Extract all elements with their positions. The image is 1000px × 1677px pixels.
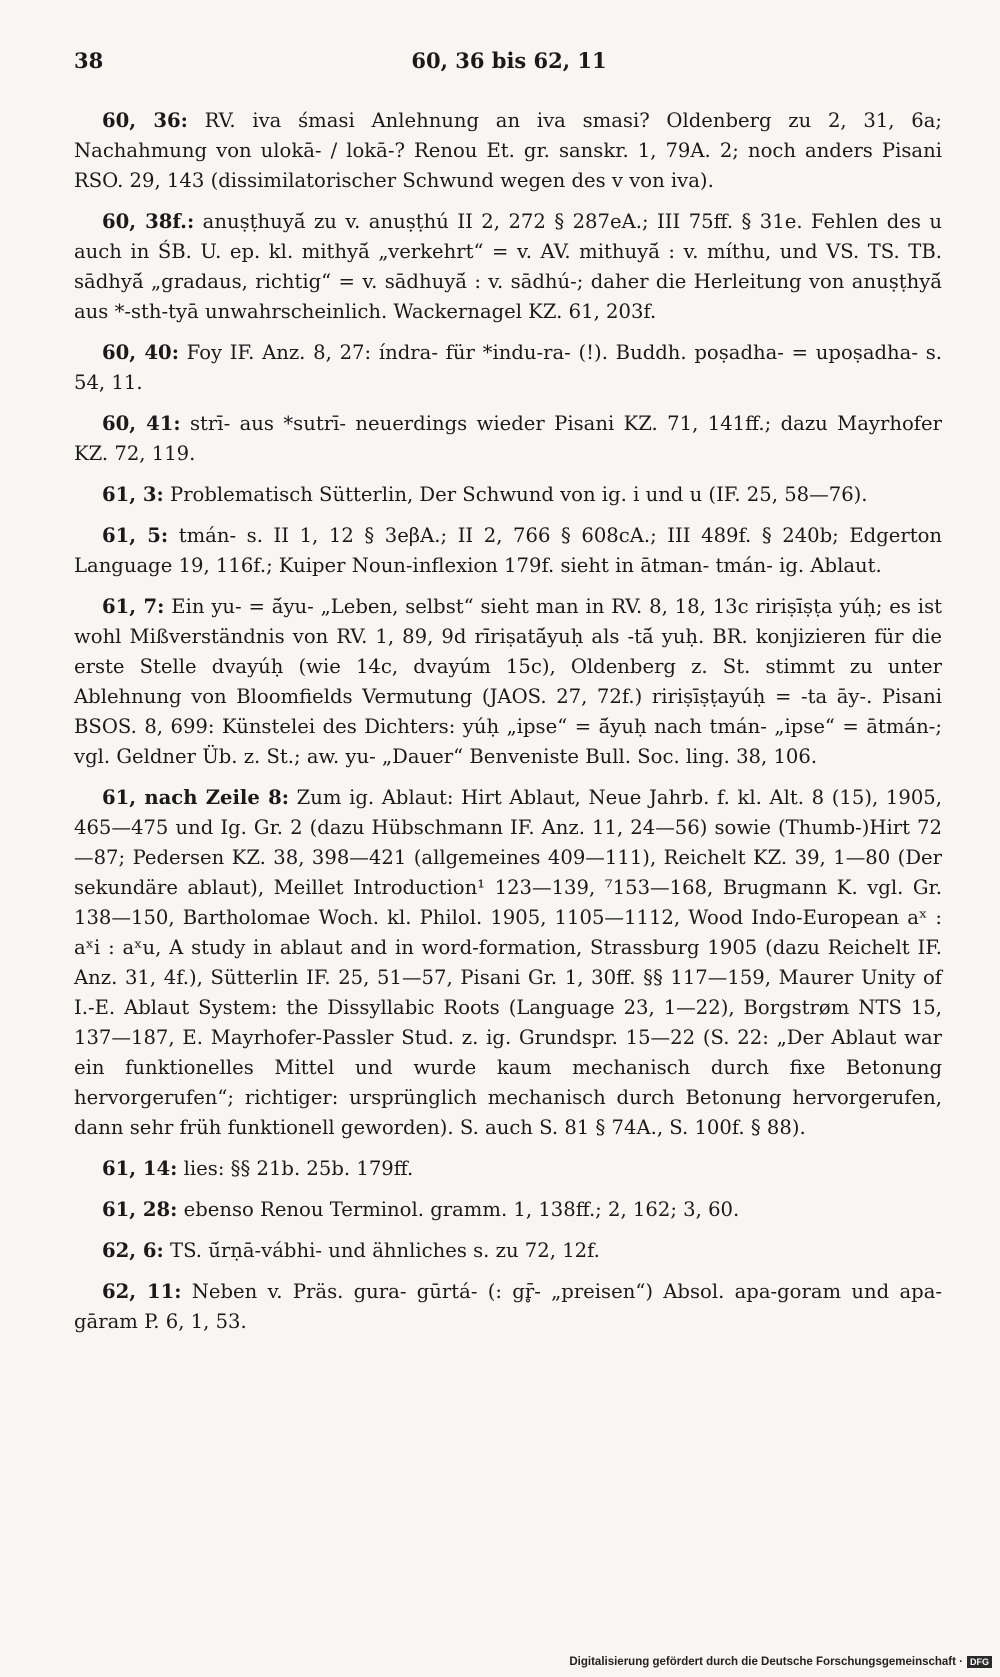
document-body [74, 106, 942, 1348]
entry-ref: 61, 5: [102, 524, 169, 547]
entry [74, 1236, 942, 1266]
entry [74, 106, 942, 196]
entry-text: Ein yu- = ā́yu- „Leben, selbst“ sieht man in RV. 8, 18, 13c ririṣīṣṭa yúḥ; es ist wohl Mißverständnis von RV. 1, 89, 9d rīriṣatā́yuḥ als -tā́ yuḥ. BR. konjizieren für die erste Stelle dvayúḥ (wie 14c, dvayúm 15c), Oldenberg z. St. stimmt zu unter Ablehnung von Bloomfields Vermutung (JAOS. 27, 72f.) ririṣīṣṭayúḥ = -ta āy-. Pisani BSOS. 8, 699: Künstelei des Dichters: yúḥ „ipse“ = ā́yuḥ nach tmán- „ipse“ = ātmán-; vgl. Geldner Üb. z. St.; aw. yu- „Dauer“ Benveniste Bull. Soc. ling. 38, 106. [74, 595, 942, 768]
entry [74, 207, 942, 327]
page-number: 38 [74, 48, 104, 73]
entry-ref: 61, nach Zeile 8: [102, 786, 289, 809]
entry-ref: 60, 36: [102, 109, 188, 132]
entry-ref: 60, 38f.: [102, 210, 195, 233]
entry-text: lies: §§ 21b. 25b. 179ff. [177, 1157, 414, 1180]
entry-text: tmán- s. II 1, 12 § 3eβA.; II 2, 766 § 608cA.; III 489f. § 240b; Edgerton Language 19, 116f.; Kuiper Noun-inflexion 179f. sieht in ātman- tmán- ig. Ablaut. [74, 524, 942, 577]
entry [74, 783, 942, 1143]
entry-ref: 61, 7: [102, 595, 165, 618]
entry-ref: 61, 3: [102, 483, 164, 506]
entry [74, 409, 942, 469]
entry [74, 338, 942, 398]
entry [74, 1277, 942, 1337]
entry [74, 592, 942, 772]
entry-text: strī- aus *sutrī- neuerdings wieder Pisani KZ. 71, 141ff.; dazu Mayrhofer KZ. 72, 119. [74, 412, 942, 465]
entry [74, 521, 942, 581]
credit-text: Digitalisierung gefördert durch die Deutsche Forschungsgemeinschaft · [569, 1656, 963, 1668]
page-header [74, 48, 944, 78]
entry-ref: 61, 28: [102, 1198, 178, 1221]
entry-ref: 62, 6: [102, 1239, 164, 1262]
entry-text: Foy IF. Anz. 8, 27: índra- für *indu-ra- (!). Buddh. poṣadha- = upoṣadha- s. 54, 11. [74, 341, 942, 394]
entry-text: ebenso Renou Terminol. gramm. 1, 138ff.; 2, 162; 3, 60. [177, 1198, 740, 1221]
entry-text: Zum ig. Ablaut: Hirt Ablaut, Neue Jahrb. f. kl. Alt. 8 (15), 1905, 465—475 und Ig. Gr. 2 (dazu Hübschmann IF. Anz. 11, 24—56) sowie (Thumb-)Hirt 72—87; Pedersen KZ. 38, 398—421 (allgemeines 409—111), Reichelt KZ. 39, 1—80 (Der sekundäre ablaut), Meillet Introduction¹ 123—139, ⁷153—168, Brugmann K. vgl. Gr. 138—150, Bartholomae Woch. kl. Philol. 1905, 1105—1112, Wood Indo-European aˣ : aˣi : aˣu, A study in ablaut and in word-formation, Strassburg 1905 (dazu Reichelt IF. Anz. 31, 4f.), Sütterlin IF. 25, 51—57, Pisani Gr. 1, 30ff. §§ 117—159, Maurer Unity of I.-E. Ablaut System: the Dissyllabic Roots (Language 23, 1—22), Borgstrøm NTS 15, 137—187, E. Mayrhofer-Passler Stud. z. ig. Grundspr. 15—22 (S. 22: „Der Ablaut war ein funktionelles Mittel und wurde kaum mechanisch durch fixe Betonung hervorgerufen“; richtiger: ursprünglich mechanisch durch Betonung hervorgerufen, dann sehr früh funktionell geworden). S. auch S. 81 § 74A., S. 100f. § 88). [74, 786, 942, 1139]
entry-text: Neben v. Präs. gura- gūrtá- (: gr̥̄- „preisen“) Absol. apa-goram und apa-gāram P. 6, 1, 53. [74, 1280, 942, 1333]
entry-text: anuṣṭhuyā́ zu v. anuṣṭhú II 2, 272 § 287eA.; III 75ff. § 31e. Fehlen des u auch in ŚB. U. ep. kl. mithyā́ „verkehrt“ = v. AV. mithuyā́ : v. míthu, und VS. TS. TB. sādhyā́ „gradaus, richtig“ = v. sādhuyā́ : v. sādhú-; daher die Herleitung von anuṣṭhyā́ aus *-sth-tyā unwahrscheinlich. Wackernagel KZ. 61, 203f. [74, 210, 942, 323]
entry-ref: 61, 14: [102, 1157, 178, 1180]
entry-text: RV. iva śmasi Anlehnung an iva smasi? Oldenberg zu 2, 31, 6a; Nachahmung von ulokā- / lokā-? Renou Et. gr. sanskr. 1, 79A. 2; noch anders Pisani RSO. 29, 143 (dissimilatorischer Schwund wegen des v von iva). [74, 109, 942, 192]
digitization-credit [569, 1653, 992, 1671]
page-range-title: 60, 36 bis 62, 11 [411, 48, 607, 73]
entry [74, 1154, 942, 1184]
dfg-logo: DFG [967, 1656, 992, 1668]
entry-ref: 60, 40: [102, 341, 179, 364]
entry [74, 1195, 942, 1225]
entry [74, 480, 942, 510]
entry-text: TS. ū́rṇā-vábhi- und ähnliches s. zu 72, 12f. [163, 1239, 600, 1262]
entry-ref: 60, 41: [102, 412, 181, 435]
entry-ref: 62, 11: [102, 1280, 182, 1303]
entry-text: Problematisch Sütterlin, Der Schwund von ig. i und u (IF. 25, 58—76). [163, 483, 868, 506]
